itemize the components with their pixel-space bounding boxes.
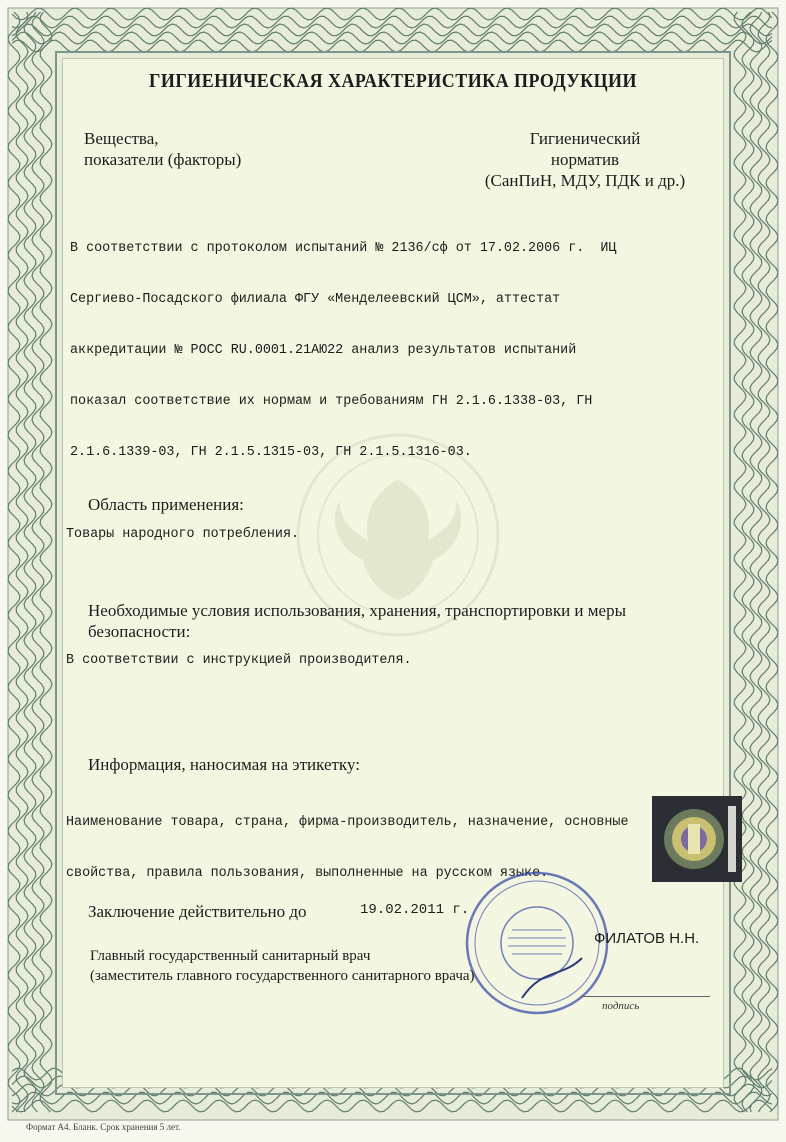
validity-label: Заключение действительно до [88,902,307,921]
protocol-line: аккредитации № РОСС RU.0001.21АЮ22 анализ результатов испытаний [70,343,577,358]
norm-label-line-1: Гигиенический [529,129,641,148]
protocol-line: В соответствии с протоколом испытаний № 2136/сф от 17.02.2006 г. ИЦ [70,241,617,256]
deputy-doctor-title: (заместитель главного государственного санитарного врача) [90,968,475,984]
substances-column-header [84,128,324,170]
norm-column-header [470,128,700,191]
application-label: Область применения: [88,495,244,514]
protocol-paragraph [70,206,720,495]
signature-caption: подпись [602,1000,640,1012]
protocol-line: показал соответствие их нормам и требованиям ГН 2.1.6.1338-03, ГН [70,394,593,409]
labeling-value-line-1: Наименование товара, страна, фирма-производитель, назначение, основные [66,815,629,830]
signature-line [580,996,710,997]
protocol-line: Сергиево-Посадского филиала ФГУ «Менделеевский ЦСМ», аттестат [70,292,561,307]
conditions-value: В соответствии с инструкцией производителя. [66,653,412,668]
norm-label-line-2: норматив [550,150,620,169]
substances-label-line-1: Вещества, [84,129,159,148]
conditions-label-line-2: безопасности: [88,622,191,641]
document-title: ГИГИЕНИЧЕСКАЯ ХАРАКТЕРИСТИКА ПРОДУКЦИИ [149,70,637,92]
hologram-sticker [652,796,742,882]
application-value: Товары народного потребления. [66,527,300,542]
substances-label-line-2: показатели (факторы) [84,150,242,169]
conditions-label-line-1: Необходимые условия использования, хранения, транспортировки и меры [88,601,626,620]
labeling-value-line-2: свойства, правила пользования, выполненные на русском языке. [66,866,549,881]
form-footer: Формат А4. Бланк. Срок хранения 5 лет. [26,1122,181,1132]
signer-name: ФИЛАТОВ Н.Н. [594,930,700,947]
chief-doctor-title: Главный государственный санитарный врач [90,948,371,964]
protocol-line: 2.1.6.1339-03, ГН 2.1.5.1315-03, ГН 2.1.5.1316-03. [70,445,472,460]
norm-label-line-3: (СанПиН, МДУ, ПДК и др.) [484,171,686,190]
validity-date: 19.02.2011 г. [360,902,470,918]
labeling-label: Информация, наносимая на этикетку: [88,755,360,774]
conditions-label [88,600,708,642]
